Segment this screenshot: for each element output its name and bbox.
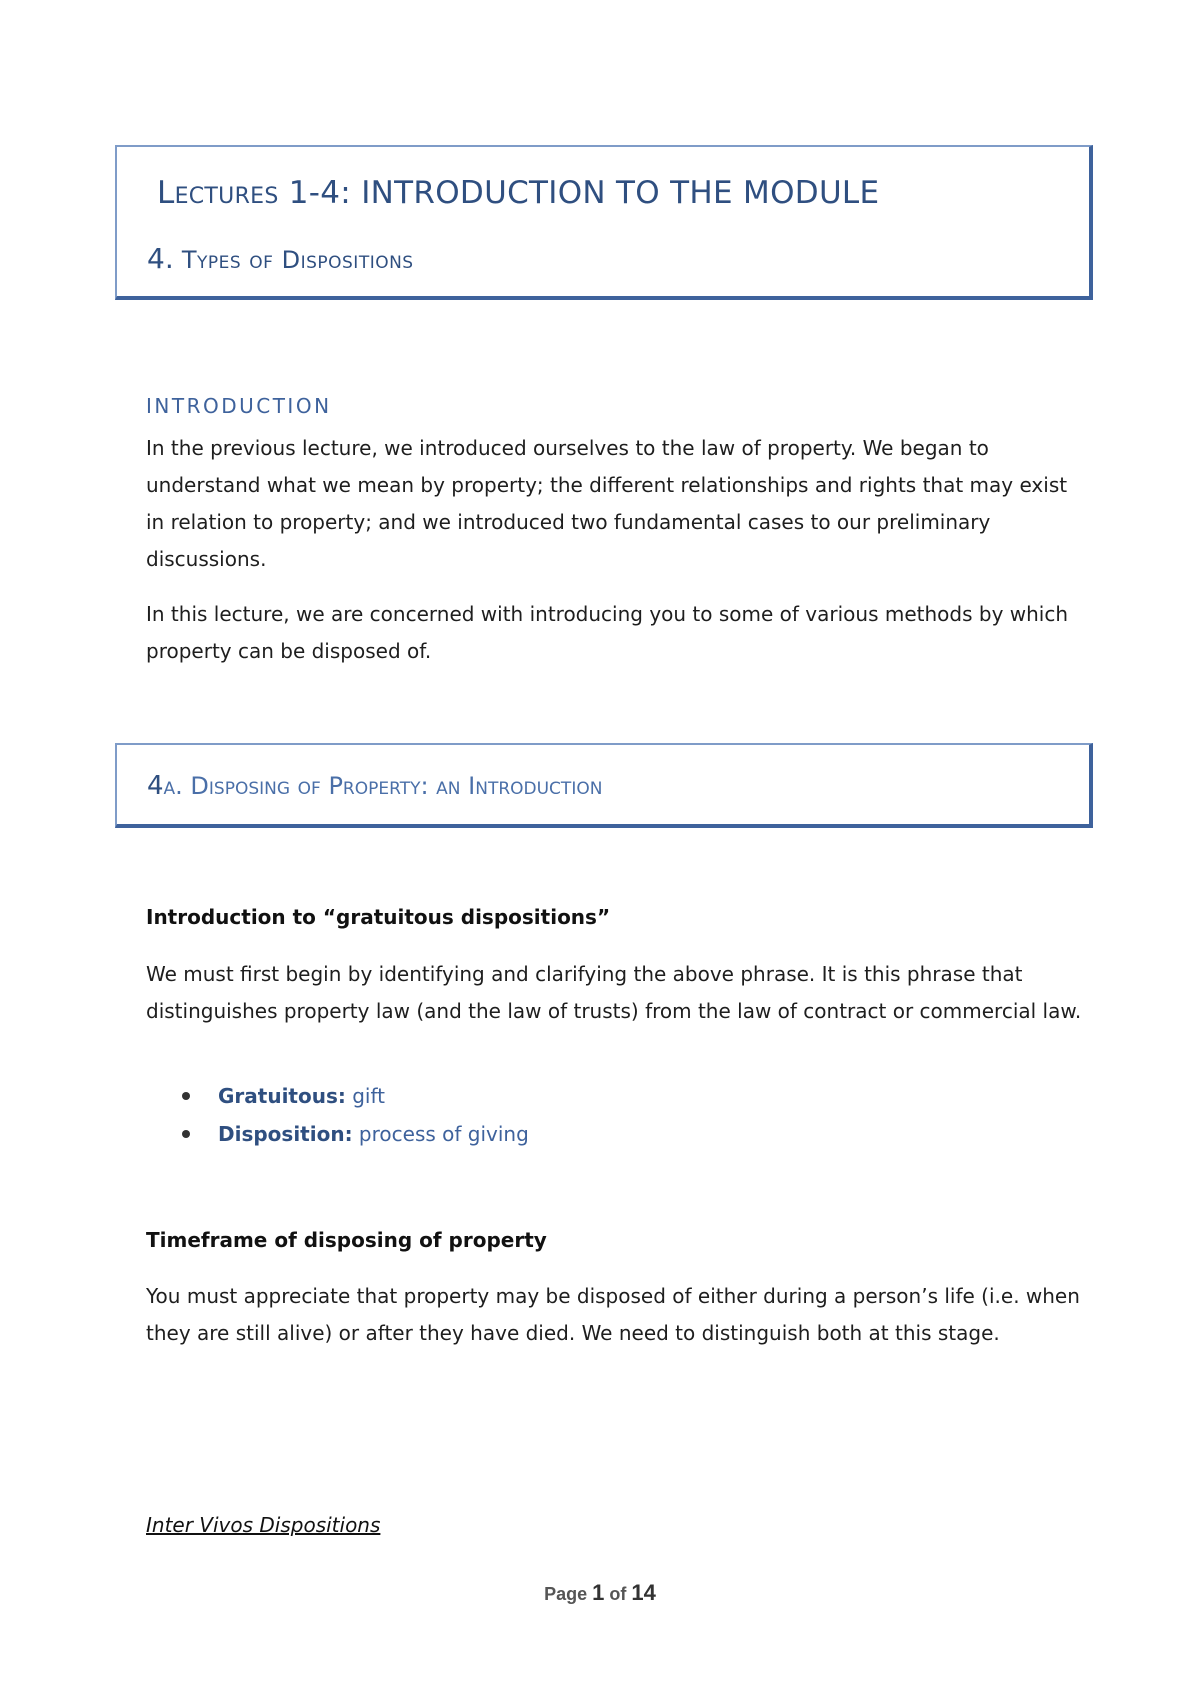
page-total: 14 [631,1580,656,1605]
introduction-heading: INTRODUCTION [146,394,332,418]
bullet-icon [182,1130,190,1138]
definition-list [146,1077,529,1153]
bullet-icon [182,1092,190,1100]
definition-text: gift [345,1084,386,1108]
gratuitous-heading: Introduction to “gratuitous dispositions” [146,905,611,929]
definition-term: Gratuitous: [218,1084,346,1108]
lecture-title-rest: 1-4: INTRODUCTION TO THE MODULE [278,175,880,211]
introduction-paragraph-2: In this lecture, we are concerned with introducing you to some of various methods by which property can be disposed of. [146,602,1069,663]
lecture-title-box [115,145,1093,300]
subtitle-number: 4. [147,242,174,275]
of-label: of [604,1584,632,1604]
subtitle-text: Types of Dispositions [173,246,414,274]
page-number: 1 [592,1580,605,1605]
section-4a-text: a. Disposing of Property: an Introduction [163,772,603,800]
section-4a-box [115,743,1093,828]
section-4a-number: 4 [147,771,164,801]
timeframe-paragraph: You must appreciate that property may be disposed of either during a person’s life (i.e. when they are still alive) or after they have died. We need to distinguish both at this stage. [146,1284,1080,1345]
lecture-title-prefix: Lectures [157,175,279,211]
timeframe-heading: Timeframe of disposing of property [146,1228,547,1252]
definition-term: Disposition: [218,1122,353,1146]
gratuitous-paragraph: We must first begin by identifying and clarifying the above phrase. It is this phrase that distinguishes property law (and the law of trusts) from the law of contract or commercial law. [146,962,1082,1023]
list-item [146,1115,529,1153]
page-label: Page [544,1584,593,1604]
page-footer [0,1580,1200,1606]
inter-vivos-heading: Inter Vivos Dispositions [146,1513,381,1537]
list-item [146,1077,529,1115]
section-subtitle [147,242,414,275]
definition-text: process of giving [352,1122,529,1146]
section-4a-title [147,771,602,801]
lecture-title [157,175,879,211]
introduction-paragraph-1: In the previous lecture, we introduced ourselves to the law of property. We began to understand what we mean by property; the different relationships and rights that may exist in relation to property; and we introduced two fundamental cases to our preliminary discussions. [146,436,1068,571]
